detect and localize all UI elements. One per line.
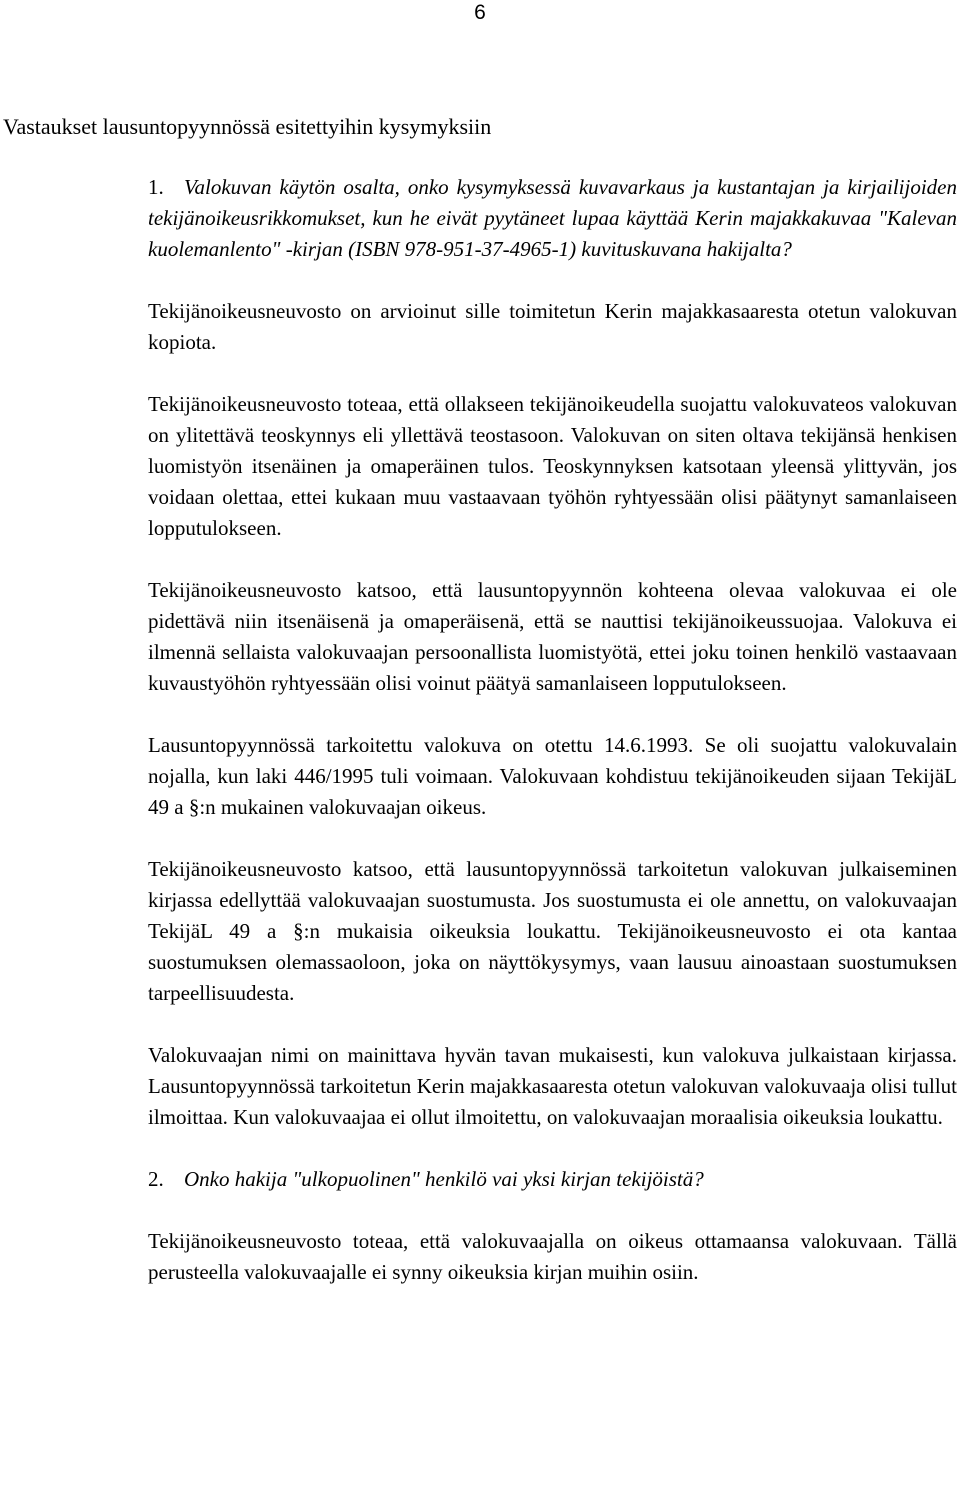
answer-1-paragraph-2: Tekijänoikeusneuvosto toteaa, että ollakseen tekijänoikeudella suojattu valokuvateos valokuvan on ylitettävä teoskynnys eli yllettävä teostasoon. Valokuvan on siten oltava tekijänsä henkisen luomistyön itsenäinen ja omaperäinen tulos. Teoskynnyksen katsotaan yleensä ylittyvän, jos voidaan olettaa, ettei kukaan muu vastaavaan työhön ryhtyessään olisi päätynyt samanlaiseen lopputulokseen.: [148, 392, 957, 540]
answer-1-paragraph-1: Tekijänoikeusneuvosto on arvioinut sille toimitetun Kerin majakkasaaresta otetun valokuvan kopiota.: [148, 299, 957, 354]
answer-1-paragraph-5: Tekijänoikeusneuvosto katsoo, että lausuntopyynnössä tarkoitetun valokuvan julkaiseminen kirjassa edellyttää valokuvaajan suostumusta. Jos suostumusta ei ole annettu, on valokuvaajan TekijäL 49 a §:n mukaisia oikeuksia loukattu. Tekijänoikeusneuvosto ei ota kantaa suostumuksen olemassaoloon, joka on näyttökysymys, vaan lausuu ainoastaan suostumuksen tarpeellisuudesta.: [148, 857, 957, 1005]
answer-1-paragraph-4: Lausuntopyynnössä tarkoitettu valokuva on otettu 14.6.1993. Se oli suojattu valokuvalain nojalla, kun laki 446/1995 tuli voimaan. Valokuvaan kohdistuu tekijänoikeuden sijaan TekijäL 49 a §:n mukainen valokuvaajan oikeus.: [148, 733, 957, 819]
answer-2-paragraph-1: Tekijänoikeusneuvosto toteaa, että valokuvaajalla on oikeus ottamaansa valokuvaan. Tällä perusteella valokuvaajalle ei synny oikeuksia kirjan muihin osiin.: [148, 1229, 957, 1284]
question-2-text: Onko hakija "ulkopuolinen" henkilö vai yksi kirjan tekijöistä?: [184, 1167, 704, 1191]
answer-1-paragraph-6: Valokuvaajan nimi on mainittava hyvän tavan mukaisesti, kun valokuva julkaistaan kirjassa. Lausuntopyynnössä tarkoitetun Kerin majakkasaaresta otetun valokuvan valokuvaaja olisi tullut ilmoittaa. Kun valokuvaajaa ei ollut ilmoitettu, on valokuvaajan moraalisia oikeuksia loukattu.: [148, 1043, 957, 1129]
question-1-number: 1.: [148, 175, 164, 199]
question-1-text: Valokuvan käytön osalta, onko kysymyksessä kuvavarkaus ja kustantajan ja kirjailijoiden tekijänoikeusrikkomukset, kun he eivät pyytäneet lupaa käyttää Kerin majakkakuvaa "Kalevan kuolemanlento" -kirjan (ISBN 978-951-37-4965-1) kuvituskuvana hakijalta?: [148, 175, 957, 261]
answer-1-paragraph-3: Tekijänoikeusneuvosto katsoo, että lausuntopyynnön kohteena olevaa valokuvaa ei ole pidettävä niin itsenäisenä ja omaperäisenä, että se nauttisi tekijänoikeussuojaa. Valokuva ei ilmennä sellaista valokuvaajan persoonallista luomistyötä, ettei joku toinen henkilö vastaavaan kuvaustyöhön ryhtyessään olisi voinut päätyä samanlaiseen lopputulokseen.: [148, 578, 957, 695]
question-2-number: 2.: [148, 1167, 164, 1191]
page-number: 6: [474, 1, 486, 24]
question-1: [148, 172, 957, 265]
document-body: [148, 172, 957, 1319]
question-2: [148, 1164, 957, 1195]
section-heading: Vastaukset lausuntopyynnössä esitettyihin kysymyksiin: [3, 114, 492, 139]
